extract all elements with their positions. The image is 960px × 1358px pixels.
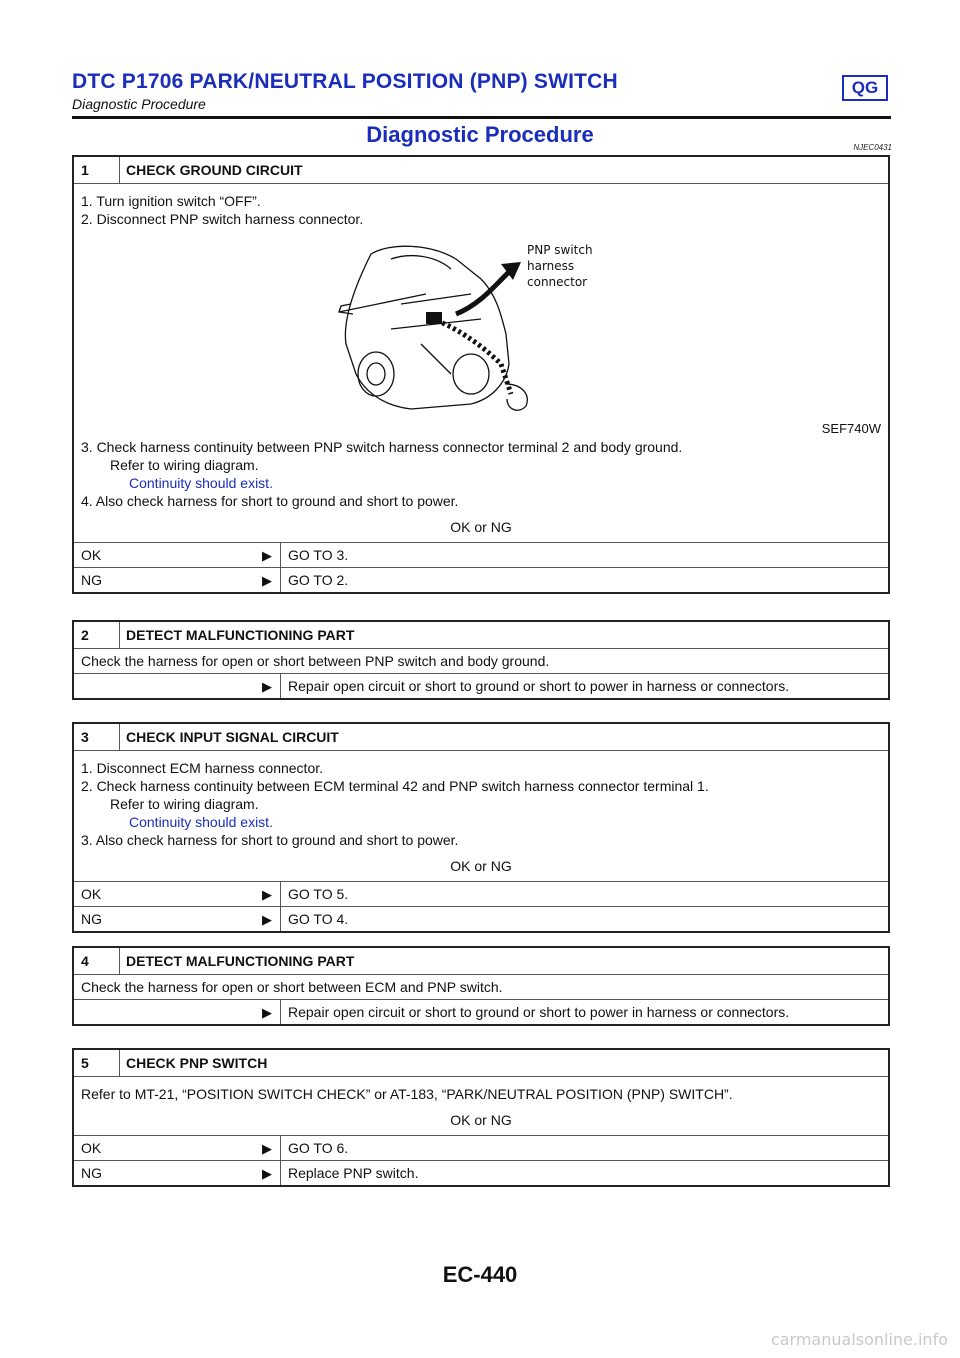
section-title: Diagnostic Procedure [366,122,594,147]
ok-ng-question: OK or NG [450,519,512,535]
arrow-icon: ▶ [262,1141,272,1156]
pnp-switch-connector-illustration [331,234,631,424]
instruction-line: Check the harness for open or short between PNP switch and body ground. [81,653,550,669]
step-header [74,622,888,649]
arrow-icon: ▶ [262,573,272,588]
result-row [74,906,888,931]
figure-code: SEF740W [821,421,881,436]
step-body [74,751,888,881]
result-label: OK [81,1140,102,1156]
expected-result: Continuity should exist. [129,814,273,830]
step-2-box [72,620,890,700]
result-label: NG [81,911,102,927]
instruction-subline: Refer to wiring diagram. [110,796,259,812]
step-body [74,975,888,999]
instruction-line: 1. Disconnect ECM harness connector. [81,760,324,776]
result-action: GO TO 3. [280,543,888,567]
site-watermark: carmanualsonline.info [770,1330,948,1349]
step-header [74,948,888,975]
expected-result: Continuity should exist. [129,475,273,491]
step-header [74,157,888,184]
section-ref-id: NJEC0431 [853,143,892,152]
step-body [74,1077,888,1135]
result-action: GO TO 6. [280,1136,888,1160]
page-header-subtitle: Diagnostic Procedure [72,96,206,112]
result-action: Replace PNP switch. [280,1161,888,1185]
step-3-box [72,722,890,933]
instruction-line: 4. Also check harness for short to ground and short to power. [81,493,459,509]
instruction-line: 2. Check harness continuity between ECM terminal 42 and PNP switch harness connector terminal 1. [81,778,709,794]
page-number: EC-440 [442,1262,518,1287]
arrow-icon: ▶ [262,887,272,902]
result-row [74,542,888,567]
result-row [74,881,888,906]
instruction-line: 1. Turn ignition switch “OFF”. [81,193,261,209]
step-title: CHECK INPUT SIGNAL CIRCUIT [126,729,339,745]
step-header [74,724,888,751]
arrow-icon: ▶ [262,548,272,563]
result-label: NG [81,572,102,588]
arrow-icon: ▶ [262,912,272,927]
instruction-subline: Refer to wiring diagram. [110,457,259,473]
result-action: GO TO 5. [280,882,888,906]
header-divider [72,116,891,119]
step-number: 2 [74,622,120,648]
instruction-line: Check the harness for open or short between ECM and PNP switch. [81,979,503,995]
result-action: Repair open circuit or short to ground or short to power in harness or connectors. [280,1000,888,1024]
instruction-line: Refer to MT-21, “POSITION SWITCH CHECK” or AT-183, “PARK/NEUTRAL POSITION (PNP) SWITCH”. [81,1086,733,1102]
engine-badge: QG [842,75,888,101]
ok-ng-question: OK or NG [450,1112,512,1128]
result-action: GO TO 4. [280,907,888,931]
instruction-line: 3. Also check harness for short to ground and short to power. [81,832,459,848]
step-number: 4 [74,948,120,974]
step-1-box [72,155,890,594]
arrow-icon: ▶ [262,679,272,694]
arrow-icon: ▶ [262,1166,272,1181]
callout-label-line: connector [527,275,588,289]
step-title: CHECK PNP SWITCH [126,1055,268,1071]
callout-label-line: PNP switch [527,243,593,257]
result-row [74,1135,888,1160]
result-row [74,673,888,698]
step-number: 5 [74,1050,120,1076]
step-title: DETECT MALFUNCTIONING PART [126,953,355,969]
step-4-box [72,946,890,1026]
step-title: DETECT MALFUNCTIONING PART [126,627,355,643]
step-number: 3 [74,724,120,750]
result-label: OK [81,886,102,902]
step-body [74,184,888,542]
step-title: CHECK GROUND CIRCUIT [126,162,303,178]
ok-ng-question: OK or NG [450,858,512,874]
step-body [74,649,888,673]
step-5-box [72,1048,890,1187]
arrow-icon: ▶ [262,1005,272,1020]
result-row [74,1160,888,1185]
step-header [74,1050,888,1077]
page-header-title: DTC P1706 PARK/NEUTRAL POSITION (PNP) SWITCH [72,70,618,93]
instruction-line: 2. Disconnect PNP switch harness connector. [81,211,364,227]
result-row [74,999,888,1024]
result-action: Repair open circuit or short to ground or short to power in harness or connectors. [280,674,888,698]
result-label: OK [81,547,102,563]
instruction-line: 3. Check harness continuity between PNP switch harness connector terminal 2 and body ground. [81,439,683,455]
step-number: 1 [74,157,120,183]
result-label: NG [81,1165,102,1181]
result-action: GO TO 2. [280,568,888,592]
result-row [74,567,888,592]
callout-label-line: harness [527,259,575,273]
